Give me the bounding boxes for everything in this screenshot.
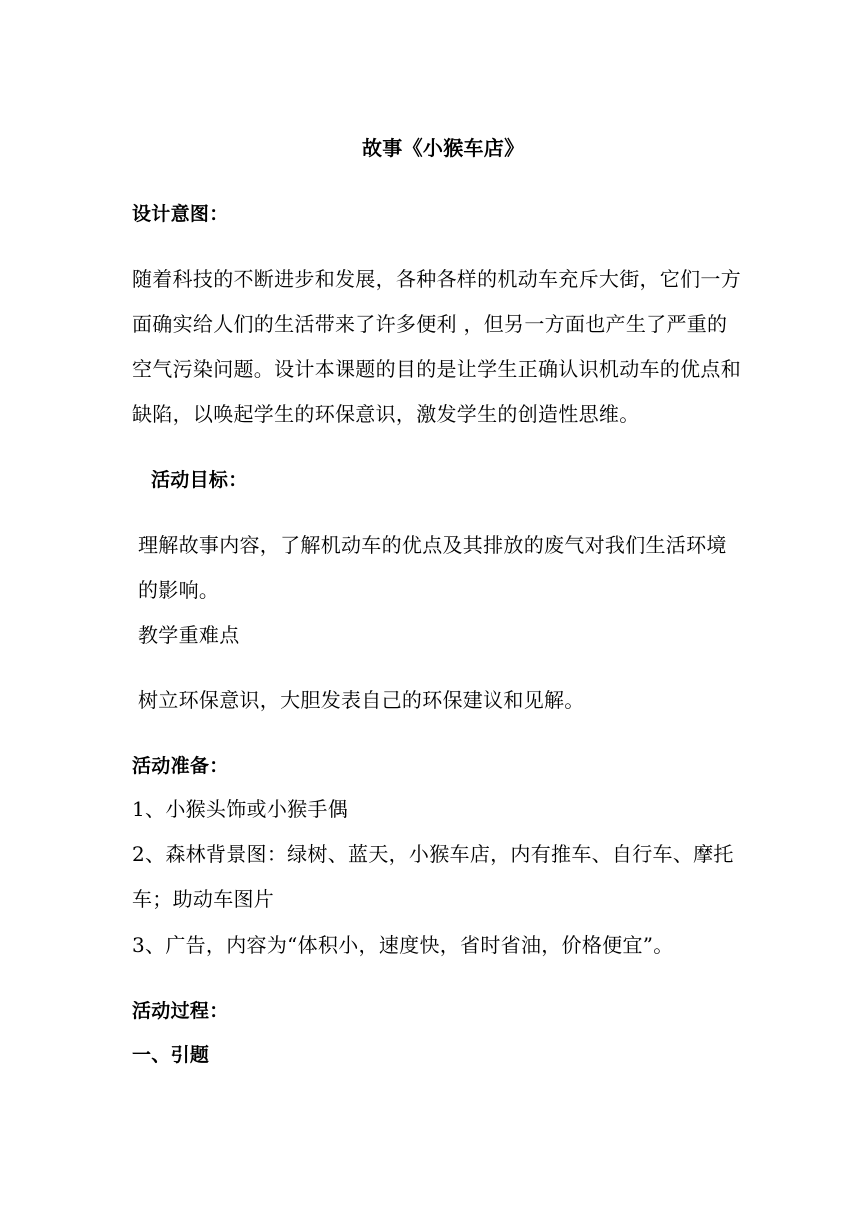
objectives-line: 理解故事内容，了解机动车的优点及其排放的废气对我们生活环境 — [138, 533, 727, 557]
design-intent-line: 面确实给人们的生活带来了许多便利 ，但另一方面也产生了严重的 — [132, 312, 728, 336]
objectives-heading: 活动目标： — [151, 469, 248, 491]
preparation-item: 1、小猴头饰或小猴手偶 — [132, 797, 349, 821]
preparation-item: 2、森林背景图：绿树、蓝天，小猴车店，内有推车、自行车、摩托 — [132, 842, 734, 866]
document-title: 故事《小猴车店》 — [362, 136, 525, 160]
preparation-item: 3、广告，内容为“体积小，速度快，省时省油，价格便宜”。 — [132, 933, 674, 957]
key-points-text: 树立环保意识，大胆发表自己的环保建议和见解。 — [138, 688, 585, 712]
process-heading: 活动过程： — [132, 1000, 229, 1022]
design-intent-line: 空气污染问题。设计本课题的目的是让学生正确认识机动车的优点和 — [132, 357, 741, 381]
objectives-line: 的影响。 — [138, 578, 220, 602]
key-points-heading: 教学重难点 — [138, 623, 240, 647]
preparation-heading: 活动准备： — [132, 755, 229, 777]
preparation-item: 车；助动车图片 — [132, 887, 275, 911]
process-section-heading: 一、引题 — [132, 1044, 210, 1066]
design-intent-line: 缺陷，以唤起学生的环保意识，激发学生的创造性思维。 — [132, 402, 640, 426]
design-intent-heading: 设计意图： — [132, 203, 229, 225]
design-intent-line: 随着科技的不断进步和发展，各种各样的机动车充斥大街，它们一方 — [132, 267, 741, 291]
